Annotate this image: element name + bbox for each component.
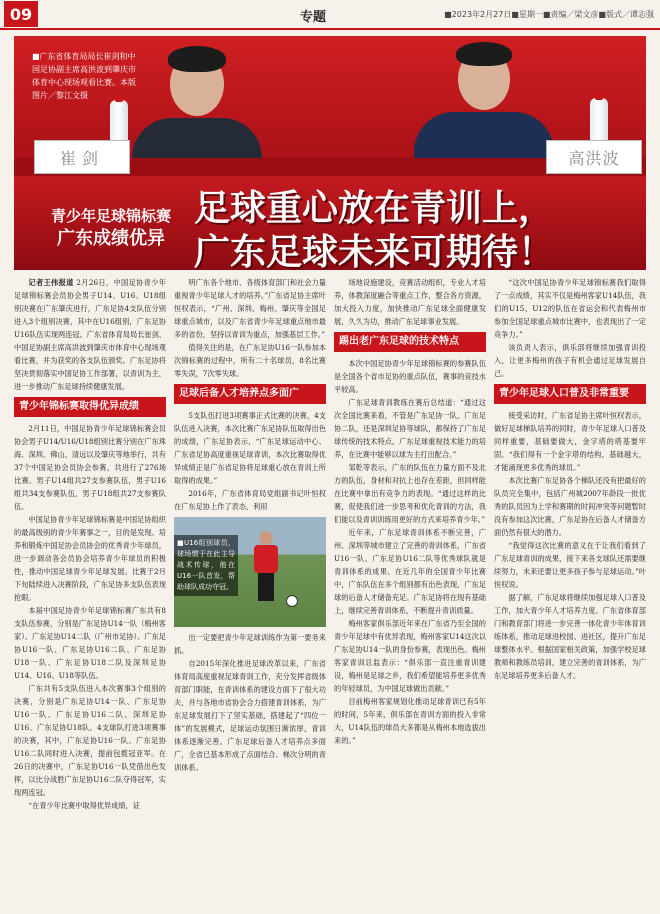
subheading: 青少年足球人口普及非常重要 [494, 384, 646, 404]
football-icon [286, 595, 298, 607]
section-name: 专题 [300, 10, 327, 25]
paragraph: 2016年，广东省体育局党组副书记叶恒权在广东足协上作了表态，利用 [174, 489, 326, 511]
paragraph: 梅州客家俱乐部近年来在广东省乃至全国的青少年足球中有优异表现，梅州客家U14这次以广东足协U14一队的身份参赛，表现出色。梅州客家青训总监表示：“俱乐部一直注重青训建设，梅州是足球之乡，我们希望能培养更多优秀的年轻球员，为中国足球做出贡献。” [334, 619, 486, 693]
paragraph: 明广东各个地市、各级体育部门和社会力量重视青少年足球人才的培养。”广东省足协主席叶恒权表示，“广州、深圳、梅州、肇庆等全国足球重点城市，以及广东省青少年足球重点地市最多的省份，坚持以青训为重点，加强基层工作。” [174, 278, 326, 339]
page-number: 09 [4, 1, 38, 27]
subheading: 踢出老广东足球的技术特点 [334, 332, 486, 352]
nameplate-right: 高洪波 [546, 140, 642, 174]
paragraph: 广东足球青训教练在赛后总结道：“通过这次全国比赛来看，不管是广东足协一队、广东足协二队，还是深圳足协等球队，都保持了广东足球传统的技术特点。广东足球重视技术能力的培养，在比赛中能够以球为主打出配合。” [334, 398, 486, 459]
kicker [36, 206, 186, 252]
column-4 [494, 276, 646, 908]
kicker-line-2: 广东成绩优异 [57, 228, 165, 249]
paragraph: 目前梅州客家规划化推动足球青训已有5年的时间，5年来，俱乐部在青训方面的投入非常大，U14队伍的球员大多都是从梅州本地选拔出来的。” [334, 697, 486, 745]
kicker-line-1: 青少年足球锦标赛 [50, 207, 171, 225]
byline: 记者王伟报道 [28, 278, 74, 287]
photo-caption: ■广东省体育局局长崔剑和中国足协副主席高洪波到肇庆市体育中心现场观看比赛。本版图片／黎江文摄 [32, 52, 136, 100]
column-3 [334, 276, 486, 908]
paragraph: 场地设施建设，竞赛活动组织，专业人才培养，体教深度融合等重点工作，整合各方资源，加大投入力度，加快推动广东足球全面健康发展，久久为功，推动广东足球事业发展。 [334, 278, 486, 326]
column-2 [174, 276, 326, 908]
paragraph: 本次比赛广东足协各个梯队还没有把最好的队员完全集中，包括广州城2007年龄段一批优秀的队员因为上学和赛期的时间冲突等问题暂时没有参加这次比赛，广东足协在后备人才储备方面仍然有很大的潜力。 [494, 476, 646, 537]
subheading: 青少年锦标赛取得优异成绩 [14, 397, 166, 417]
paragraph: 本次中国足协青少年足球锦标赛的参赛队伍是全国各个省市足协的重点队伍，赛事的竞技水平较高。 [334, 359, 486, 394]
paragraph: “我觉得这次比赛的意义在于让我们看到了广东足球青训的成果，接下来各支球队还需要继续努力，未来还要让更多孩子参与足球运动。”叶恒权说。 [494, 541, 646, 589]
paragraph: 自2015年深化推进足球改革以来，广东省体育局高度重视足球青训工作，充分发挥省级体育部门职能，在青训体系的建设方面下了很大功夫，并与各地市省协会合力搭建青训体系，为广东足球发展打下了坚实基础，搭建起了“四位一体”的发展模式，足球运动氛围日渐浓厚，青训体系逐渐完善。广东足球后备人才培养点多面广，全省已基本形成了点面结合、梯次分明的青训体系。 [174, 659, 326, 772]
column-1 [14, 276, 166, 908]
nameplate-left: 崔剑 [34, 140, 130, 174]
paragraph: 中国足协青少年足球锦标赛是中国足协组织的最高级别的青少年赛事之一，目的是发现、培养和锻炼中国足协会员协会的优秀青少年球员，进一步调动各会员协会培养青少年球员的积极性，推动中国足球青少年足球发展。比赛于2月下旬陆续进入决赛阶段，广东足协多支队伍表现抢眼。 [14, 515, 166, 602]
paragraph: 该负责人表示，俱乐部将继续加强青训投入，让更多梅州的孩子有机会通过足球发展自己。 [494, 343, 646, 378]
paragraph: 接受采访时，广东省足协主席叶恒权表示，做好足球梯队培养的同时，青少年足球人口普及同样重要，基础要做大，金字塔的塔基要牢固。“我们得有一个金字塔的结构，基础越大，才能涌现更多优秀的球员。” [494, 411, 646, 472]
match-photo [174, 517, 326, 627]
paragraph: “这次中国足协青少年足球锦标赛我们取得了一点成绩，其实不仅是梅州客家U14队伍，我们的U15、U12的队伍在省运会和代表梅州市参加全国足球重点城市比赛中，也表现出了一定竞争力。” [494, 278, 646, 339]
paragraph: 2月11日，中国足协青少年足球锦标赛会员协会男子U14/U16/U18组别比赛分别在广东珠海、深圳、佛山、清远以及肇庆等地举行，共有37个中国足协会员协会参赛，共进行了276场比赛。男子U14组共27支参赛队伍，男子U16组共34支参赛队伍，男子U18组共27支参赛队伍。 [14, 424, 166, 511]
issue-meta: ■2023年2月27日■星期一■责编／梁文彦■版式／谭志强 [444, 10, 654, 19]
paragraph: 据了解，广东足球将继续加强足球人口普及工作，加大青少年人才培养力度。广东省体育部门和教育部门将进一步完善一体化青少年体育训练体系，推动足球进校园、进社区，提升广东足球整体水平。根据国家相关政策，加强学校足球教师和教练员培训，建立完善的青训体系，为广东足球培养更多后备人才。 [494, 593, 646, 680]
paragraph: 近年来，广东足球青训体系不断完善，广州、深圳等城市建立了完善的青训体系，广东省U16一队、广东足协U16二队等优秀球队就是青训体系的成果。在近几年的全国青少年比赛中，广东队伍在多个组别都有出色表现，广东足球的后备人才储备充足。广东足协将在现有基础上，继续完善青训体系，不断提升青训质量。 [334, 528, 486, 615]
paragraph: 本届中国足协青少年足球锦标赛广东共有8支队伍参赛，分别是广东足协U14一队（梅州客家）、广东足协U14二队（广州市足协）、广东足协U16一队、广东足协U16二队、广东足协U18一队、广东足协U18二队及深圳足协U14、U16、U18等队伍。 [14, 606, 166, 680]
paragraph: 邹乾等表示，广东的队伍在力量方面不及北方的队伍，身材和对抗上也存在差距，但同样能在比赛中拿出有竞争力的表现。“通过这样的比赛，促使我们进一步思考和优化青训的方法，我们能以及青训训练用更好的方式来培养青少年。” [334, 463, 486, 524]
paragraph: 出一定要把青少年足球训练作为第一要务来抓。 [174, 633, 326, 655]
paragraph: 5支队伍打进3项赛事正式比赛的决赛，4支队伍进入决赛，本次比赛广东足协队伍取得出色的成绩，广东足协表示，“广东足球运动中心、广东省足协高度重视足球青训，本次比赛取得优异成绩正是广东省足协将足球重心放在青训上所取得的成果。” [174, 411, 326, 485]
paragraph: 广东共有5支队伍进入本次赛事3个组别的决赛，分别是广东足协U14一队、广东足协U16一队、广东足协U16二队、深圳足协U16、广东足协U18队。4支球队打进3项赛事的决赛，其中，广东足协U16一队、广东足协U16二队同时进入决赛，提前包揽冠亚军。在26日的决赛中，广东足协U16一队凭借出色发挥，以比分战胜广东足协U16二队夺得冠军，实现两连冠。 [14, 684, 166, 797]
headline-line-1: 足球重心放在青训上， [194, 187, 555, 229]
player-figure [254, 531, 278, 601]
headline-line-2: 广东足球未来可期待！ [194, 231, 555, 270]
match-photo-caption: ■U16组别球员，球场惯于在此主导战术传球，他在U16一队首发，帮助球队成功夺冠。 [174, 535, 238, 596]
hero-photo [14, 36, 646, 270]
paragraph: 值得关注的是，在广东足协U16一队参加本次锦标赛的过程中，所有二十名球员，8名比赛零失误，7次零失球。 [174, 343, 326, 378]
subheading: 足球后备人才培养点多面广 [174, 384, 326, 404]
top-bar [0, 0, 660, 30]
paragraph: 记者王伟报道 2月26日，中国足协青少年足球锦标赛会员协会男子U14、U16、U18组别决赛在广东肇庆进行，广东足协4支队伍分别进入3个组别决赛，其中在U16组别，广东足协U16队伍实现两连冠。广东省体育局局长崔剑、中国足协副主席高洪波到肇庆市体育中心现场观看比赛，并为获奖的各支队伍颁奖。广东足协将坚决贯彻落实中国足协工作部署，以青训为主，进一步推动广东足球持续健康发展。 [14, 278, 166, 391]
headline [194, 186, 644, 270]
article-body [14, 276, 646, 908]
paragraph: “在青少年比赛中取得优异成绩，证 [28, 801, 140, 810]
